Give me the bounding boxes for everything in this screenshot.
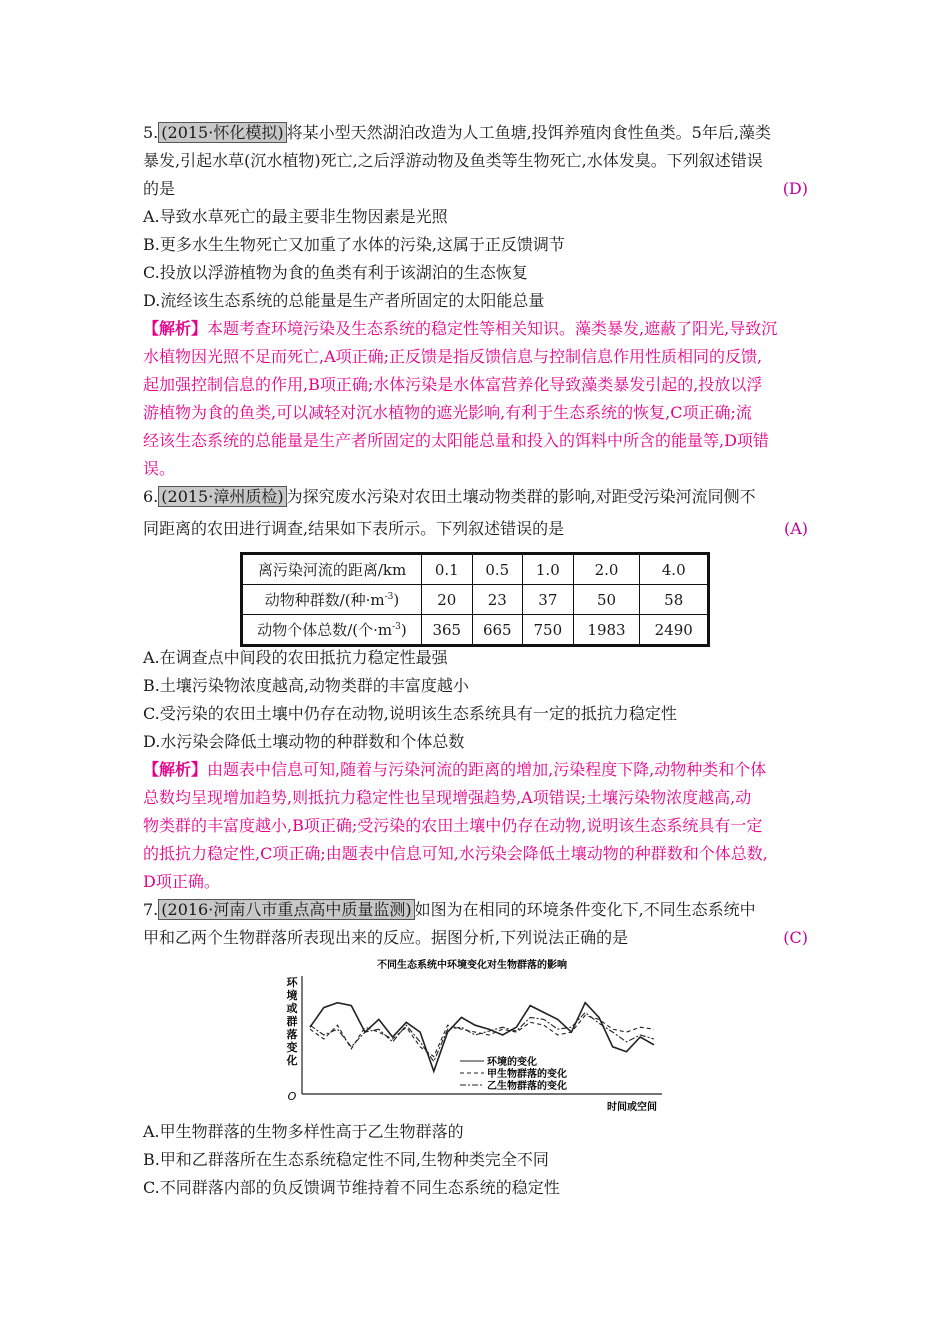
chart-y-label-char: 或 [286,1002,298,1015]
q7-stem-2: 甲和乙两个生物群落所表现出来的反应。据图分析,下列说法正确的是 [143,928,629,947]
chart-y-label-char: 变 [286,1041,298,1054]
q6-data-table [240,552,710,647]
q5-analysis-line-4: 游植物为食的鱼类,可以减轻对沉水植物的遮光影响,有利于生态系统的恢复,C项正确;流 [143,403,752,422]
q7-option-b: B.甲和乙群落所在生态系统稳定性不同,生物种类完全不同 [143,1150,549,1169]
row-header-distance: 离污染河流的距离/km [242,554,422,585]
q6-analysis-line-2: 总数均呈现增加趋势,则抵抗力稳定性也呈现增强趋势,A项错误;土壤污染物浓度越高,动 [143,788,752,807]
q6-line-2 [143,518,808,540]
chart-y-label-char: 化 [286,1054,298,1067]
q7-option-c: C.不同群落内部的负反馈调节维持着不同生态系统的稳定性 [143,1178,560,1197]
q7-option-a: A.甲生物群落的生物多样性高于乙生物群落的 [143,1122,464,1141]
chart-y-label-char: 群 [286,1015,298,1028]
chart-legend-label: 甲生物群落的变化 [487,1069,567,1080]
row-header-individuals-text: 动物个体总数/(个·m [257,621,393,639]
table-row-species [242,585,709,615]
q6-option-a: A.在调查点中间段的农田抵抗力稳定性最强 [143,648,448,667]
row-header-species [242,585,422,615]
table-cell: 665 [472,615,523,646]
q6-analysis-line-1 [143,759,808,781]
table-cell: 20 [422,585,473,615]
chart-x-label: 时间或空间 [607,1102,657,1113]
q5-answer: (D) [782,179,808,198]
row-header-close-paren: ) [400,621,407,639]
q6-source-tag: (2015·漳州质检) [158,486,286,507]
table-cell: 750 [523,615,574,646]
q6-answer: (A) [783,519,808,538]
q7-number: 7. [143,900,159,919]
table-row-distance [242,554,709,585]
q6-line-1 [143,486,808,508]
table-cell: 1.0 [523,554,574,585]
table-cell: 4.0 [640,554,709,585]
q5-option-a: A.导致水草死亡的最主要非生物因素是光照 [143,207,448,226]
table-cell: 2490 [640,615,709,646]
table-cell: 23 [472,585,523,615]
table-row-individuals [242,615,709,646]
q7-answer: (C) [783,928,808,947]
chart-origin-label: O [287,1090,297,1103]
q5-analysis-label: 【解析】 [143,319,208,338]
q6-analysis-text-1: 由题表中信息可知,随着与污染河流的距离的增加,污染程度下降,动物种类和个体 [207,760,767,779]
q5-analysis-line-5: 经该生态系统的总能量是生产者所固定的太阳能总量和投入的饵料中所含的能量等,D项错 [143,431,769,450]
row-header-individuals [242,615,422,646]
row-header-species-text: 动物种群数/(种·m [264,591,385,609]
q6-stem-2: 同距离的农田进行调查,结果如下表所示。下列叙述错误的是 [143,519,565,538]
table-cell: 58 [640,585,709,615]
table-cell: 365 [422,615,473,646]
q6-analysis-line-5: D项正确。 [143,872,220,891]
q5-stem-3: 的是 [143,179,176,198]
chart-title: 不同生态系统中环境变化对生物群落的影响 [377,960,567,971]
q5-analysis-line-3: 起加强控制信息的作用,B项正确;水体污染是水体富营养化导致藻类暴发引起的,投放以浮 [143,375,763,394]
chart-series-line-3 [310,1013,654,1062]
q5-analysis-line-6: 误。 [143,459,176,478]
chart-y-label-char: 环 [286,976,298,989]
chart-y-label-char: 落 [286,1028,298,1041]
q5-line-2: 暴发,引起水草(沉水植物)死亡,之后浮游动物及鱼类等生物死亡,水体发臭。下列叙述错误 [143,151,763,170]
chart-legend [460,1055,567,1092]
q5-stem-1: 将某小型天然湖泊改造为人工鱼塘,投饵养殖肉食性鱼类。5年后,藻类 [286,123,771,142]
q6-stem-1: 为探究废水污染对农田土壤动物类群的影响,对距受污染河流同侧不 [286,487,756,506]
q6-analysis-line-3: 物类群的丰富度越小,B项正确;受污染的农田土壤中仍存在动物,说明该生态系统具有一定 [143,816,763,835]
table-cell: 2.0 [573,554,640,585]
chart-y-label [286,975,299,1067]
table-cell: 0.1 [422,554,473,585]
table-cell: 50 [573,585,640,615]
unit-superscript: -3 [392,622,401,632]
q6-option-b: B.土壤污染物浓度越高,动物类群的丰富度越小 [143,676,469,695]
q6-option-d: D.水污染会降低土壤动物的种群数和个体总数 [143,732,465,751]
table-cell: 0.5 [472,554,523,585]
chart-legend-label: 乙生物群落的变化 [487,1081,567,1092]
q7-line-1 [143,899,808,921]
q6-option-c: C.受污染的农田土壤中仍存在动物,说明该生态系统具有一定的抵抗力稳定性 [143,704,677,723]
q5-option-b: B.更多水生生物死亡又加重了水体的污染,这属于正反馈调节 [143,235,565,254]
q7-line-2 [143,927,808,949]
q5-line-3 [143,178,808,200]
q7-source-tag: (2016·河南八市重点高中质量监测) [158,899,414,920]
q5-option-d: D.流经该生态系统的总能量是生产者所固定的太阳能总量 [143,291,545,310]
q6-analysis-line-4: 的抵抗力稳定性,C项正确;由题表中信息可知,水污染会降低土壤动物的种群数和个体总数, [143,844,768,863]
table-cell: 37 [523,585,574,615]
q6-analysis-label: 【解析】 [143,760,208,779]
chart-legend-label: 环境的变化 [487,1057,537,1068]
unit-superscript: -3 [384,592,394,602]
q7-stem-1: 如图为在相同的环境条件变化下,不同生态系统中 [414,900,756,919]
chart-y-label-char: 境 [286,989,298,1002]
q5-number: 5. [143,123,159,142]
q5-option-c: C.投放以浮游植物为食的鱼类有利于该湖泊的生态恢复 [143,263,528,282]
q7-line-chart [262,958,682,1116]
q5-source-tag: (2015·怀化模拟) [158,122,286,143]
q5-analysis-text-1: 本题考查环境污染及生态系统的稳定性等相关知识。藻类暴发,遮蔽了阳光,导致沉 [207,319,778,338]
table-cell: 1983 [573,615,640,646]
q5-analysis-line-2: 水植物因光照不足而死亡,A项正确;正反馈是指反馈信息与控制信息作用性质相同的反馈, [143,347,763,366]
q6-number: 6. [143,487,159,506]
q5-line-1 [143,122,808,144]
row-header-close-paren: ) [393,591,400,609]
q5-analysis-line-1 [143,318,808,340]
